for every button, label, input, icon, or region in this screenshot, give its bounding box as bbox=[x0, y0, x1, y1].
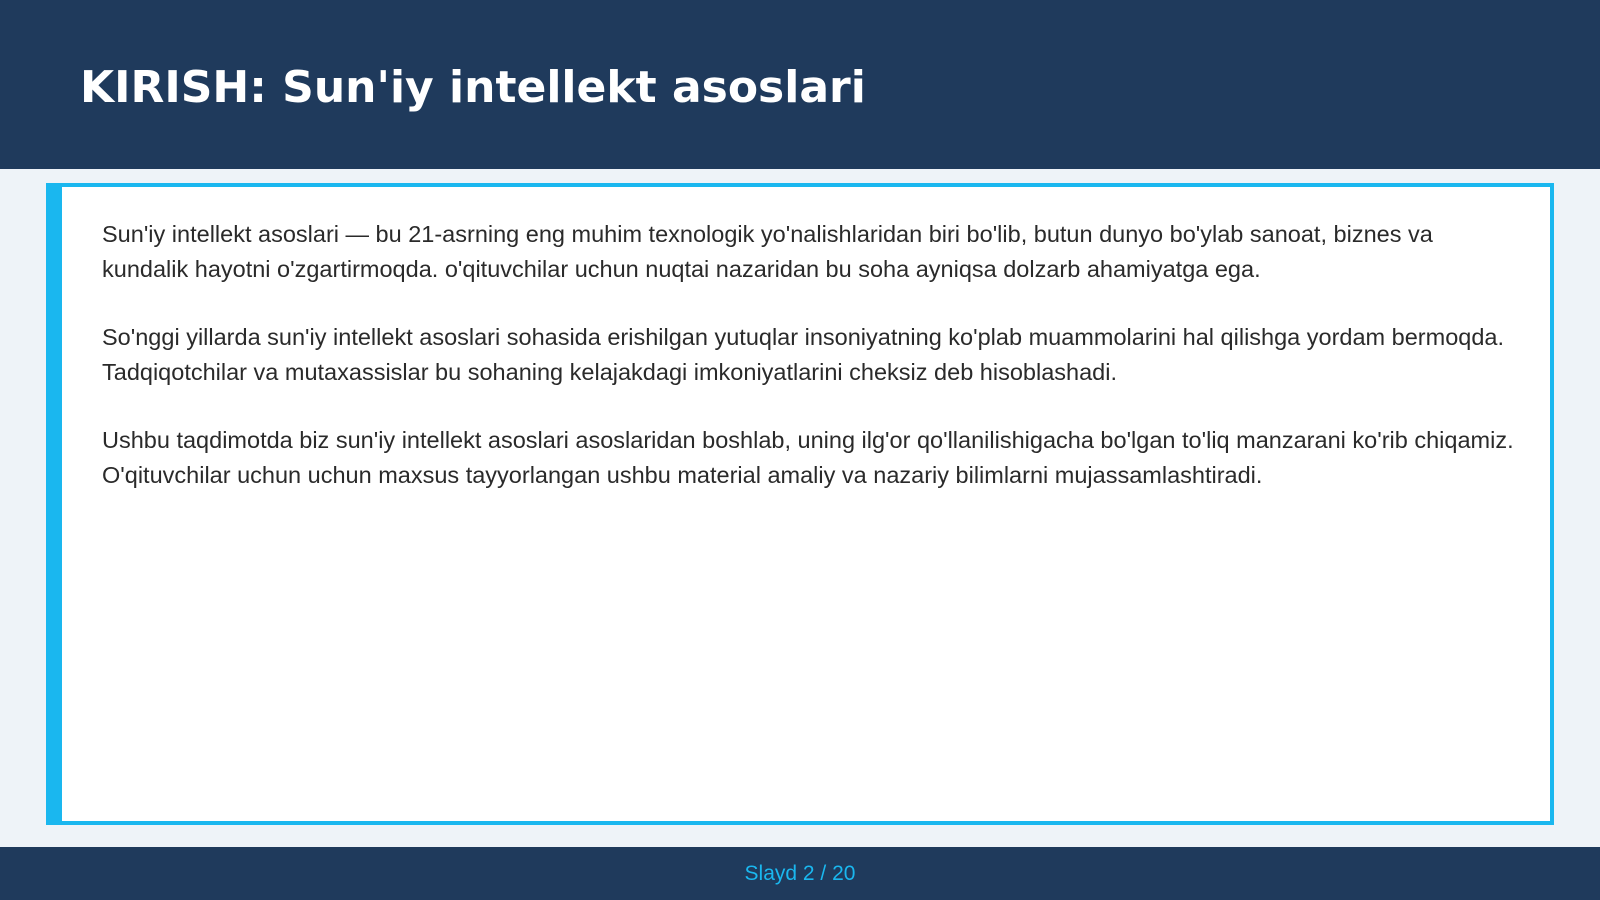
paragraph-1: Sun'iy intellekt asoslari — bu 21-asrning eng muhim texnologik yo'nalishlaridan biri bo'lib, butun dunyo bo'ylab sanoat, biznes va kundalik hayotni o'zgartirmoqda. o'qituvchilar uchun nuqtai nazaridan bu soha ayniqsa dolzarb ahamiyatga ega. bbox=[102, 221, 1433, 282]
slide-title: KIRISH: Sun'iy intellekt asoslari bbox=[80, 62, 866, 113]
paragraph-list bbox=[102, 217, 1522, 526]
slide-number: Slayd 2 / 20 bbox=[744, 862, 856, 885]
paragraph-3: Ushbu taqdimotda biz sun'iy intellekt asoslari asoslaridan boshlab, uning ilg'or qo'llanilishigacha bo'lgan to'liq manzarani ko'rib chiqamiz. O'qituvchilar uchun uchun maxsus tayyorlangan ushbu material amaliy va nazariy bilimlarni mujassamlashtiradi. bbox=[102, 427, 1514, 488]
slide-header bbox=[0, 0, 1600, 169]
content-box bbox=[46, 183, 1554, 825]
paragraph-2: So'nggi yillarda sun'iy intellekt asoslari sohasida erishilgan yutuqlar insoniyatning ko'plab muammolarini hal qilishga yordam bermoqda. Tadqiqotchilar va mutaxassislar bu sohaning kelajakdagi imkoniyatlarini cheksiz deb hisoblashadi. bbox=[102, 324, 1505, 385]
slide-footer bbox=[0, 847, 1600, 900]
